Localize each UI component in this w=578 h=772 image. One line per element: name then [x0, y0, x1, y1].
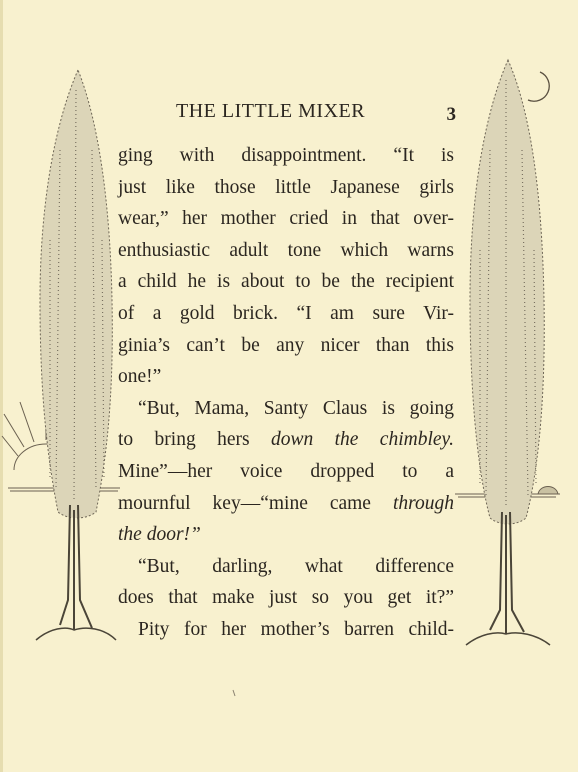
right-cypress-tree: [466, 60, 550, 645]
text-line: ging with disappointment. “It is: [118, 145, 454, 166]
page-number: 3: [446, 104, 456, 125]
text-line: ginia’s can’t be any nicer than this: [118, 334, 454, 356]
text-line: one!”: [118, 366, 162, 388]
text-line: “But, Mama, Santy Claus is going: [138, 397, 454, 419]
small-bush: [538, 487, 558, 495]
crescent-moon: [528, 72, 549, 101]
body-text: [118, 140, 454, 646]
text-line: [118, 519, 454, 551]
text-line: of a gold brick. “I am sure Vir-: [118, 302, 454, 324]
text-line: just like those little Japanese girls: [118, 176, 454, 198]
text-line: Pity for her mother’s barren child-: [138, 618, 454, 640]
text-line: [118, 424, 454, 456]
text-line: enthusiastic adult tone which warns: [118, 239, 454, 261]
page-header: [176, 100, 456, 126]
text-line: “But, darling, what difference: [138, 555, 454, 577]
italic-segment: the door!”: [118, 524, 201, 546]
text-line: [118, 488, 454, 520]
text-segment: to bring hers: [118, 429, 271, 451]
running-title: THE LITTLE MIXER: [176, 100, 366, 122]
text-line: does that make just so you get it?”: [118, 587, 454, 609]
text-line: a child he is about to be the recipient: [118, 271, 454, 293]
paper-speck: [233, 690, 235, 696]
left-cypress-tree: [36, 70, 116, 640]
italic-segment: through: [392, 492, 454, 514]
text-line: wear,” her mother cried in that over-: [118, 208, 454, 230]
text-line: Mine”—her voice dropped to a: [118, 460, 454, 482]
text-segment: mournful key—“mine came: [118, 492, 393, 514]
italic-segment: down the chimbley.: [270, 429, 454, 451]
